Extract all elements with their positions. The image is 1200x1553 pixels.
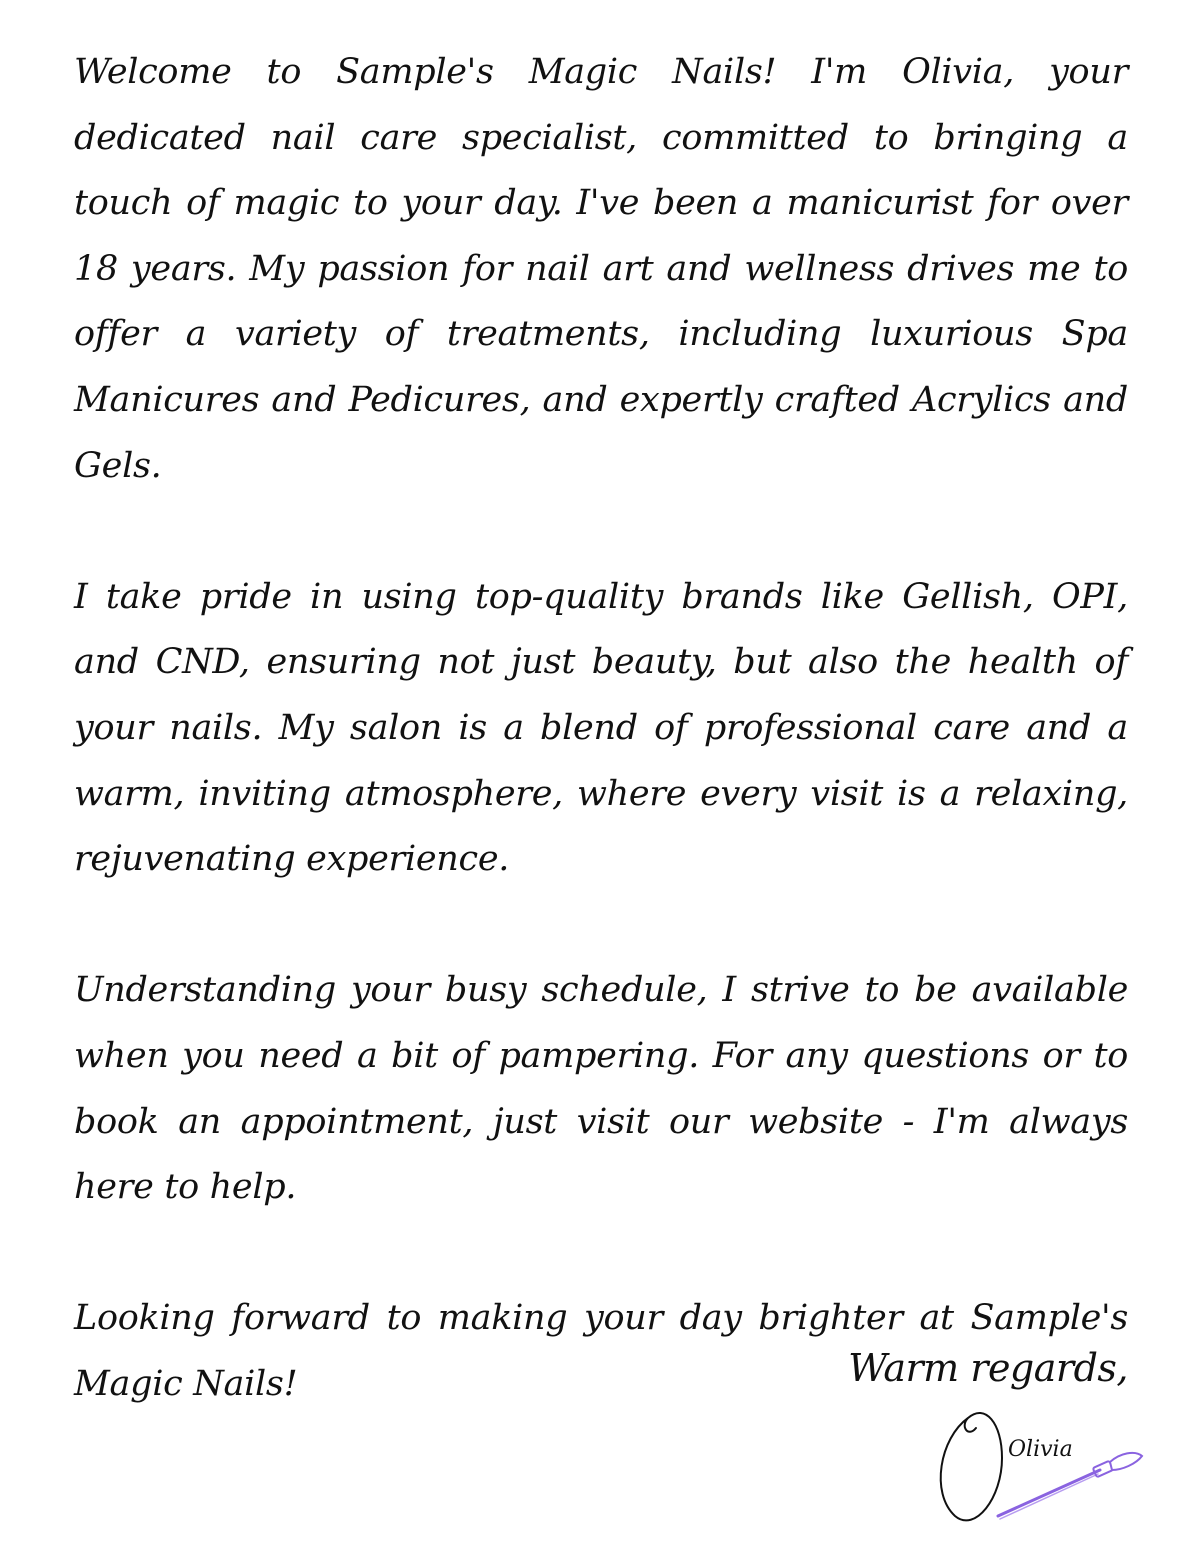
closing-salutation: Warm regards,: [848, 1346, 1128, 1390]
paragraph-closing-line: Looking forward to making your day brighter at Sample's Magic Nails!: [74, 1298, 1128, 1404]
paragraph-schedule: Understanding your busy schedule, I strive to be available when you need a bit of pampering. For any questions or to book an appointment, just visit our website - I'm always here to help.: [74, 970, 1128, 1208]
paragraph-brands: I take pride in using top-quality brands like Gellish, OPI, and CND, ensuring not just beauty, but also the health of your nails. My salon is a blend of professional care and a warm, inviting atmosphere, where every visit is a relaxing, rejuvenating experience.: [74, 576, 1128, 880]
signature: [930, 1398, 1150, 1528]
signature-o-stroke: [941, 1413, 1002, 1520]
letter-body: [74, 40, 1128, 1417]
paintbrush-icon: [998, 1453, 1142, 1519]
signature-text: Olivia: [1008, 1437, 1073, 1462]
paragraph-welcome: Welcome to Sample's Magic Nails! I'm Olivia, your dedicated nail care specialist, committed to bringing a touch of magic to your day. I've been a manicurist for over 18 years. My passion for nail art and wellness drives me to offer a variety of treatments, including luxurious Spa Manicures and Pedicures, and expertly crafted Acrylics and Gels.: [74, 52, 1128, 486]
